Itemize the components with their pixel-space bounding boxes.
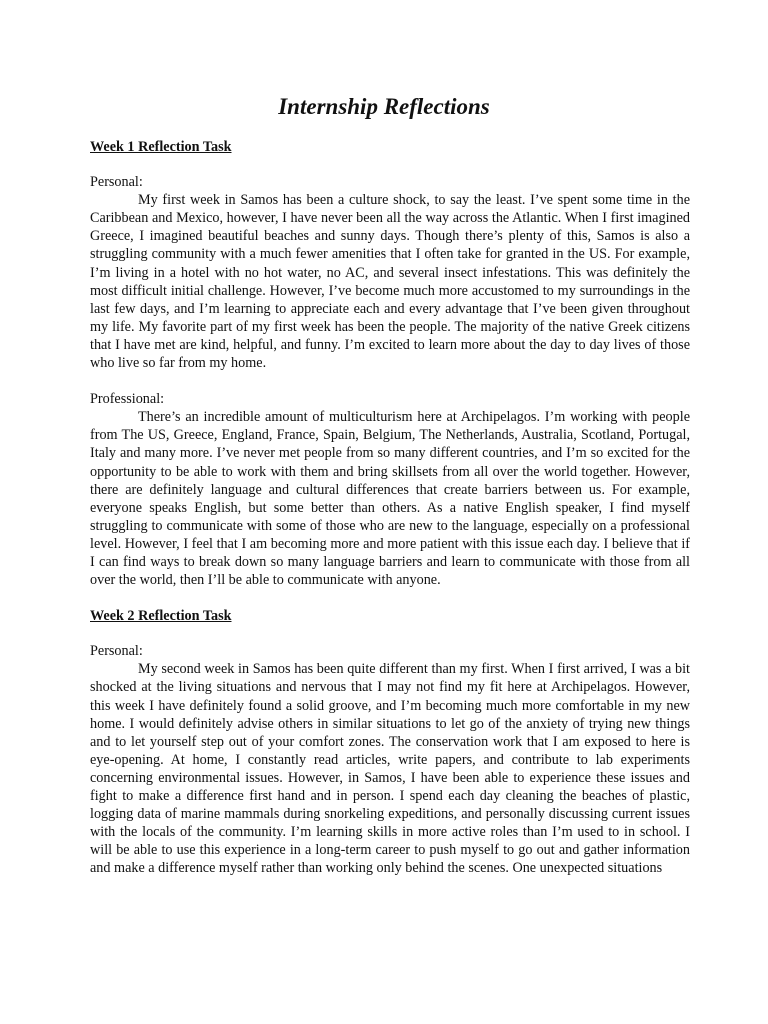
week-1-professional-label: Professional:	[90, 391, 165, 408]
week-2-personal-label: Personal:	[90, 643, 143, 660]
section-spacer	[90, 372, 690, 390]
week-1-personal-text: My first week in Samos has been a culture shock, to say the least. I’ve spent some time in the Caribbean and Mexico, however, I have never been all the way across the Atlantic. When I first imagined Greece, I imagined beautiful beaches and sunny days. Though there’s plenty of this, Samos is also a struggling community with a much fewer amenities that I often take for granted in the US. For example, I’m living in a hotel with no hot water, no AC, and several insect infestations. This was definitely the most difficult initial challenge. However, I’ve become much more accustomed to my surroundings in the last few days, and I’m learning to appreciate each and every advantage that I’ve been given throughout my life. My favorite part of my first week has been the people. The majority of the native Greek citizens that I have met are kind, helpful, and funny. I’m excited to learn more about the day to day lives of those who live so far from my home.	[90, 192, 690, 372]
week-2-personal-text: My second week in Samos has been quite different than my first. When I first arrived, I was a bit shocked at the living situations and nervous that I may not find my fit here at Archipelagos. However, this week I have definitely found a solid groove, and I’m becoming much more comfortable in my new home. I would definitely advise others in similar situations to let go of the anxiety of trying new things and to let yourself step out of your comfort zones. The conservation work that I am exposed to here is eye-opening. At home, I constantly read articles, write papers, and contribute to lab experiments concerning environmental issues. However, in Samos, I have been able to experience these issues and fight to make a difference first hand and in person. I spend each day cleaning the beaches of plastic, logging data of marine mammals during snorkeling expeditions, and personally discussing current issues with the locals of the community. I’m learning skills in more active roles than I’m used to in school. I will be able to use this experience in a long-term career to push myself to go out and gather information and make a difference myself rather than working only behind the scenes. One unexpected situations	[90, 661, 690, 877]
week-2-heading: Week 2 Reflection Task	[90, 608, 232, 625]
document-body	[90, 138, 690, 877]
section-spacer	[90, 589, 690, 607]
week-1-heading: Week 1 Reflection Task	[90, 139, 232, 155]
week-1-personal-label: Personal:	[90, 174, 143, 191]
document-title: Internship Reflections	[278, 94, 490, 119]
week-1-professional-text: There’s an incredible amount of multiculturism here at Archipelagos. I’m working with people from The US, Greece, England, France, Spain, Belgium, The Netherlands, Australia, Scotland, Portugal, Italy and many more. I’ve never met people from so many different countries, and I’m so excited for the opportunity to be able to work with them and bring skillsets from all over the world together. However, there are definitely language and cultural differences that create barriers between us. For example, everyone speaks English, but some better than others. As a native English speaker, I find myself struggling to communicate with some of those who are new to the language, especially on a professional level. However, I feel that I am becoming more and more patient with this issue each day. I believe that if I can find ways to break down so many language barriers and learn to communicate with those from all over the world, then I’ll be able to communicate with anyone.	[90, 409, 690, 589]
